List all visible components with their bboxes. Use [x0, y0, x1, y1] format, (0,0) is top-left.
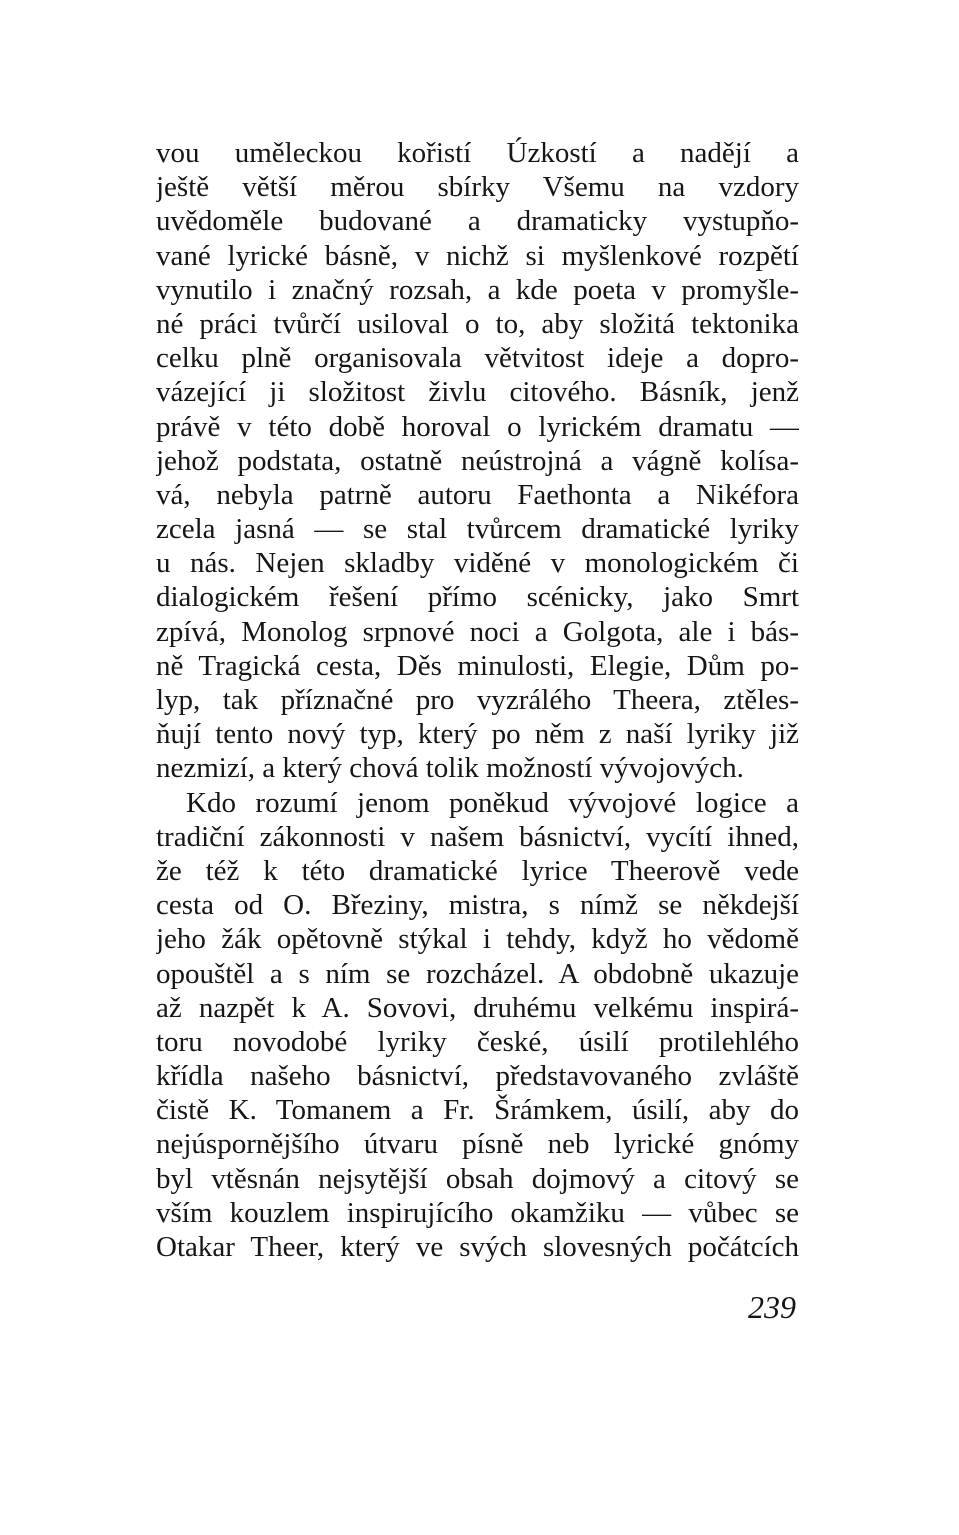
text-line: vším kouzlem inspirujícího okamžiku — vůbec se: [156, 1196, 799, 1229]
text-line: až nazpět k A. Sovovi, druhému velkému inspirá-: [156, 991, 799, 1024]
text-line: že též k této dramatické lyrice Theerově vede: [156, 854, 799, 887]
text-line: vané lyrické básně, v nichž si myšlenkové rozpětí: [156, 239, 799, 272]
text-line: vá, nebyla patrně autoru Faethonta a Nikéfora: [156, 478, 799, 511]
text-line: křídla našeho básnictví, představovaného zvláště: [156, 1060, 799, 1093]
text-line: né práci tvůrčí usiloval o to, aby složitá tektonika: [156, 307, 799, 340]
text-line: jehož podstata, ostatně neústrojná a vágně kolísa-: [156, 444, 799, 477]
text-line: ňují tento nový typ, který po něm z naší lyriky již: [156, 718, 799, 751]
text-line: ještě větší měrou sbírky Všemu na vzdory: [156, 171, 799, 204]
text-line: byl vtěsnán nejsytější obsah dojmový a citový se: [156, 1162, 799, 1195]
text-line: nezmizí, a který chová tolik možností vývojových.: [156, 752, 744, 785]
text-line: čistě K. Tomanem a Fr. Šrámkem, úsilí, aby do: [156, 1094, 799, 1127]
text-line: vou uměleckou kořistí Úzkostí a nadějí a: [156, 137, 799, 169]
text-line: uvědoměle budované a dramaticky vystupňo-: [156, 205, 799, 238]
text-line: celku plně organisovala větvitost ideje a dopro-: [156, 342, 799, 375]
text-line: nejúspornějšího útvaru písně neb lyrické gnómy: [156, 1128, 799, 1161]
text-line: zcela jasná — se stal tvůrcem dramatické lyriky: [156, 513, 799, 546]
text-line: u nás. Nejen skladby viděné v monologickém či: [156, 547, 799, 580]
text-line: dialogickém řešení přímo scénicky, jako Smrt: [156, 581, 799, 614]
text-line: vázející ji složitost živlu citového. Básník, jenž: [156, 376, 799, 409]
text-line: ně Tragická cesta, Děs minulosti, Elegie, Dům po-: [156, 649, 799, 682]
body-text: [156, 136, 799, 1264]
text-line: opouštěl a s ním se rozcházel. A obdobně ukazuje: [156, 957, 799, 990]
text-line: toru novodobé lyriky české, úsilí protilehlého: [156, 1025, 799, 1058]
text-line: tradiční zákonnosti v našem básnictví, vycítí ihned,: [156, 820, 799, 853]
text-line: právě v této době horoval o lyrickém dramatu —: [156, 410, 799, 443]
page-number: 239: [748, 1289, 796, 1325]
text-line: lyp, tak příznačné pro vyzrálého Theera, ztěles-: [156, 684, 799, 716]
paragraph-1: [156, 136, 799, 786]
text-line: jeho žák opětovně stýkal i tehdy, když ho vědomě: [156, 923, 799, 956]
text-line: cesta od O. Březiny, mistra, s nímž se někdejší: [156, 889, 799, 922]
text-line: zpívá, Monolog srpnové noci a Golgota, ale i bás-: [156, 615, 799, 648]
text-line: Otakar Theer, který ve svých slovesných počátcích: [156, 1231, 799, 1263]
text-line: vynutilo i značný rozsah, a kde poeta v promyšle-: [156, 273, 799, 306]
paragraph-2: [156, 786, 799, 1265]
text-line: Kdo rozumí jenom poněkud vývojové logice a: [186, 786, 799, 819]
